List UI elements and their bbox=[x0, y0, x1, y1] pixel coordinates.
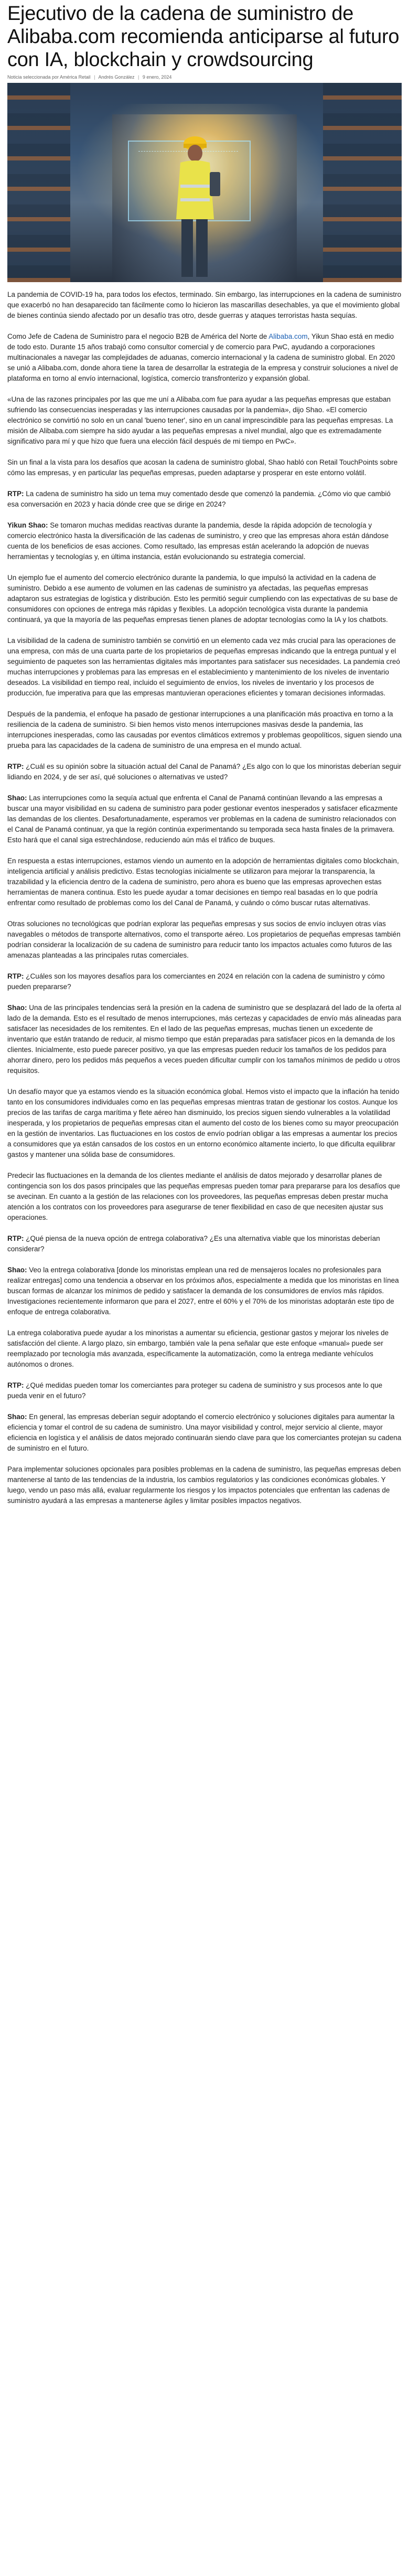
speaker-label: Shao: bbox=[7, 1413, 27, 1421]
hero-image bbox=[7, 83, 402, 282]
paragraph: La visibilidad de la cadena de suministro también se convirtió en un elemento cada vez más crucial para las operaciones de una empresa, con más de una cuarta parte de los propietarios de pequeñas empresas indicando que la entrega puntual y el seguimiento de paquetes son las herramientas digitales más importantes para satisfacer sus necesidades. La pandemia creó muchas interrupciones y problemas para las empresas en el establecimiento y mantenimiento de los niveles de inventario deseados. La visibilidad en tiempo real, incluido el seguimiento de envíos, los niveles de inventario y los procesos de producción, fue imperativa para que las empresas mantuvieran operaciones eficientes y tomaran decisiones informadas. bbox=[7, 637, 400, 697]
hero-worker-figure bbox=[165, 130, 222, 282]
qa-answer: Shao: Las interrupciones como la sequía actual que enfrenta el Canal de Panamá continúan llevando a las empresas a buscar una mayor visibilidad en su cadena de suministro para poder gestionar eventos inesperados y satisfacer eficazmente las demandas de los clientes. Desafortunadamente, esperamos ver problemas en la cadena de suministro relacionados con el Canal de Panamá continuar, ya que la región continúa experimentando su temporada seca hasta finales de la primavera. Esto hará que el canal siga estrechándose, reduciendo aún más el tráfico de buques. bbox=[7, 794, 398, 844]
qa-answer: Shao: Una de las principales tendencias será la presión en la cadena de suministro que se desplazará del lado de la oferta al lado de la demanda. Esto es el resultado de menos interrupciones, más certezas y capacidades de envío más alineadas para satisfacer las necesidades de los remitentes. En el lado de las pequeñas empresas, muchas tienen un excedente de inventario que están tratando de reducir, al mismo tiempo que están preparadas para satisfacer picos en la demanda de los clientes. Inicialmente, esto puede parecer positivo, ya que las empresas pueden reducir los tamaños de los pedidos para ahorrar dinero, pero los pedidos más pequeños a veces pueden dificultar cumplir con los tamaños mínimos de pedido u otros requisitos. bbox=[7, 1004, 402, 1075]
speaker-label: Shao: bbox=[7, 794, 27, 802]
paragraph: Después de la pandemia, el enfoque ha pasado de gestionar interrupciones a una planificación más proactiva en torno a la resiliencia de la cadena de suministro. Si bien hemos visto menos interrupciones masivas desde la pandemia, las interrupciones inesperadas, como las causadas por eventos climáticos extremos y problemas geopolíticos, siguen siendo una prueba para las capacidades de la cadena de suministro de una empresa en el mundo actual. bbox=[7, 710, 402, 749]
qa-question: RTP: ¿Cuál es su opinión sobre la situación actual del Canal de Panamá? ¿Es algo con lo que los minoristas deberían seguir lidiando en 2024, y de ser así, qué soluciones o alternativas ve usted? bbox=[7, 763, 402, 781]
speaker-label: RTP: bbox=[7, 1235, 24, 1242]
paragraph: La pandemia de COVID-19 ha, para todos los efectos, terminado. Sin embargo, las interrupciones en la cadena de suministro que exacerbó no han desaparecido tan fácilmente como lo hicieron las mascarillas desechables, ya que el movimiento global de bienes continúa siendo afectado por un desafío tras otro, desde guerras y ataques terroristas hasta sequías. bbox=[7, 291, 402, 319]
qa-answer: Shao: Veo la entrega colaborativa [donde los minoristas emplean una red de mensajeros locales no profesionales para realizar entregas] como una tendencia a observar en los próximos años, especialmente a medida que los minoristas en línea buscan formas de alcanzar los mínimos de pedido y satisfacer la demanda de los consumidores de envíos más rápidos. Investigaciones recientemente informaron que para el 2027, entre el 60% y el 70% de los minoristas adoptarán este tipo de enfoque de entrega colaborativa. bbox=[7, 1266, 399, 1316]
speaker-label: RTP: bbox=[7, 490, 24, 498]
byline-label: Noticia seleccionada por América Retail bbox=[7, 74, 91, 80]
byline-separator: | bbox=[138, 74, 139, 80]
qa-question: RTP: ¿Qué piensa de la nueva opción de entrega colaborativa? ¿Es una alternativa viable que los minoristas deberían considerar? bbox=[7, 1235, 380, 1253]
speaker-label: RTP: bbox=[7, 1381, 24, 1389]
byline-date: 9 enero, 2024 bbox=[142, 74, 172, 80]
qa-question: RTP: ¿Qué medidas pueden tomar los comerciantes para proteger su cadena de suministro y sus procesos ante lo que pueda venir en el futuro? bbox=[7, 1381, 383, 1400]
paragraph: Para implementar soluciones opcionales para posibles problemas en la cadena de suministro, las pequeñas empresas deben mantenerse al tanto de las tendencias de la industria, los cambios regulatorios y las condiciones económicas globales. Y luego, vendo un paso más allá, evaluar regularmente los riesgos y los impactos potenciales que enfrentan las cadenas de suministro ayudará a las empresas a mantenerse ágiles y limitar posibles impactos negativos. bbox=[7, 1465, 401, 1505]
paragraph: En respuesta a estas interrupciones, estamos viendo un aumento en la adopción de herramientas digitales como blockchain, inteligencia artificial y análisis predictivo. Estas tecnologías inicialmente se utilizaron para mejorar la transparencia, la trazabilidad y la eficiencia dentro de la cadena de suministro, pero ahora es bueno que las empresas aprovechen estas herramientas de manera continua. Esto les puede ayudar a tomar decisiones en tiempo real basadas en lo que podría enfrentar como resultado de problemas como los del Canal de Panamá, y cuándo o cómo buscar rutas alternativas. bbox=[7, 857, 399, 907]
paragraph: Un desafío mayor que ya estamos viendo es la situación económica global. Hemos visto el impacto que la inflación ha tenido tanto en los consumidores individuales como en las pequeñas empresas mientras tratan de gestionar los costos. Aunque los precios de las tarifas de carga marítima y flete aéreo han disminuido, los precios siguen siendo vulnerables a la volatilidad inesperada, y los propietarios de pequeñas empresas citan el aumento del costo de los bienes como su mayor preocupación en la gestión de inventarios. Las fluctuaciones en los costos de envío podrían obligar a las empresas a aumentar los precios a consumidores que ya están cansados de los costos en un entorno económico altamente incierto, lo que dificulta equilibrar gastos y mantener una sólida base de consumidores. bbox=[7, 1088, 400, 1158]
paragraph: Predecir las fluctuaciones en la demanda de los clientes mediante el análisis de datos mejorado y desarrollar planes de contingencia son los dos pasos principales que las pequeñas empresas pueden tomar para prepararse para los desafíos que se avecinan. En cuanto a la gestión de las relaciones con los proveedores, las pequeñas empresas deben prestar mucha atención a los contratos con los proveedores para asegurarse de tener flexibilidad en caso de que necesiten ajustar sus operaciones. bbox=[7, 1172, 400, 1221]
speaker-label: Shao: bbox=[7, 1004, 27, 1012]
speaker-label: Shao: bbox=[7, 1266, 27, 1274]
paragraph: Como Jefe de Cadena de Suministro para el negocio B2B de América del Norte de Alibaba.com, Yikun Shao está en medio de todo esto. Durante 15 años trabajó como consultor comercial y de comercio para PwC, ayudando a corporaciones multinacionales a navegar las complejidades de aduanas, comercio internacional y la cadena de suministro global. En 2020 se unió a Alibaba.com, donde ahora tiene la tarea de desarrollar la estrategia de la empresa y construir soluciones a nivel de plataforma en torno al envío internacional, logística, comercio transfronterizo y expansión global. bbox=[7, 332, 399, 382]
alibaba-link[interactable]: Alibaba.com bbox=[268, 332, 308, 340]
byline-separator: | bbox=[94, 74, 95, 80]
article-byline bbox=[7, 74, 402, 80]
speaker-label: RTP: bbox=[7, 763, 24, 770]
paragraph: Un ejemplo fue el aumento del comercio electrónico durante la pandemia, lo que impulsó la actividad en la cadena de suministro. Debido a ese aumento de volumen en las cadenas de suministro ya afectadas, las pequeñas empresas adaptaron sus estrategias de logística y distribución. Esto les permitió seguir cumpliendo con las expectativas de su base de consumidores con opciones de entrega más rápidas y flexibles. La adopción tecnológica vista durante la pandemia continuará, ya que la mayoría de las pequeñas empresas tienen planes de adoptar tecnologías como la IA y los chatbots. bbox=[7, 574, 398, 624]
speaker-label: Yikun Shao: bbox=[7, 521, 48, 529]
paragraph: La entrega colaborativa puede ayudar a los minoristas a aumentar su eficiencia, gestionar gastos y mejorar los niveles de satisfacción del cliente. A largo plazo, sin embargo, también vale la pena señalar que este enfoque «manual» puede ser reemplazado por tecnología más avanzada, específicamente la automatización, como la entrega mediante vehículos autónomos o drones. bbox=[7, 1329, 389, 1368]
paragraph: Sin un final a la vista para los desafíos que acosan la cadena de suministro global, Shao habló con Retail TouchPoints sobre cómo las empresas, y en particular las pequeñas empresas, pueden adaptarse y prosperar en este entorno volátil. bbox=[7, 458, 398, 477]
article-title: Ejecutivo de la cadena de suministro de Alibaba.com recomienda anticiparse al futuro con IA, blockchain y crowdsourcing bbox=[7, 3, 400, 71]
qa-answer: Yikun Shao: Se tomaron muchas medidas reactivas durante la pandemia, desde la rápida adopción de tecnología y comercio electrónico hasta la diversificación de las cadenas de suministro, y creo que las empresas ahora están dándose cuenta de los beneficios de esas acciones. Como resultado, las empresas están acelerando la adopción de nuevas herramientas y tecnologías y, en última instancia, están evolucionando su estrategia comercial. bbox=[7, 521, 389, 561]
qa-question: RTP: La cadena de suministro ha sido un tema muy comentado desde que comenzó la pandemia. ¿Cómo vio que cambió esa conversación en 2023 y hacia dónde cree que se dirige en 2024? bbox=[7, 490, 391, 508]
paragraph: «Una de las razones principales por las que me uní a Alibaba.com fue para ayudar a las pequeñas empresas que estaban sufriendo las consecuencias inesperadas y las interrupciones causadas por la pandemia», dijo Shao. «El comercio electrónico se convirtió no solo en un canal 'bueno tener', sino en un canal imprescindible para las pequeñas empresas. La misión de Alibaba.com siempre ha sido ayudar a las pequeñas empresas a nivel mundial, algo que es extremadamente significativo para mí y que hizo que fuera una elección fácil después de mi tiempo en PwC». bbox=[7, 395, 393, 445]
article-body bbox=[7, 282, 402, 1506]
byline-author[interactable]: Andrés González bbox=[98, 74, 135, 80]
paragraph: Otras soluciones no tecnológicas que podrían explorar las pequeñas empresas y sus socios de envío incluyen otras vías navegables o métodos de transporte alternativos, como el transporte aéreo. Los propietarios de pequeñas empresas también podrían considerar la localización de su cadena de suministro para reducir tanto los impactos actuales como futuros de las amenazas planteadas a las principales rutas comerciales. bbox=[7, 920, 401, 959]
speaker-label: RTP: bbox=[7, 972, 24, 980]
qa-question: RTP: ¿Cuáles son los mayores desafíos para los comerciantes en 2024 en relación con la cadena de suministro y cómo pueden prepararse? bbox=[7, 972, 385, 991]
qa-answer: Shao: En general, las empresas deberían seguir adoptando el comercio electrónico y soluciones digitales para aumentar la eficiencia y tomar el control de su cadena de suministro. Una mayor visibilidad y control, mejor servicio al cliente, mayor eficiencia en logística y el análisis de datos mejorado continuarán siendo clave para que los comerciantes protejan su cadena de suministro en el futuro. bbox=[7, 1413, 402, 1452]
